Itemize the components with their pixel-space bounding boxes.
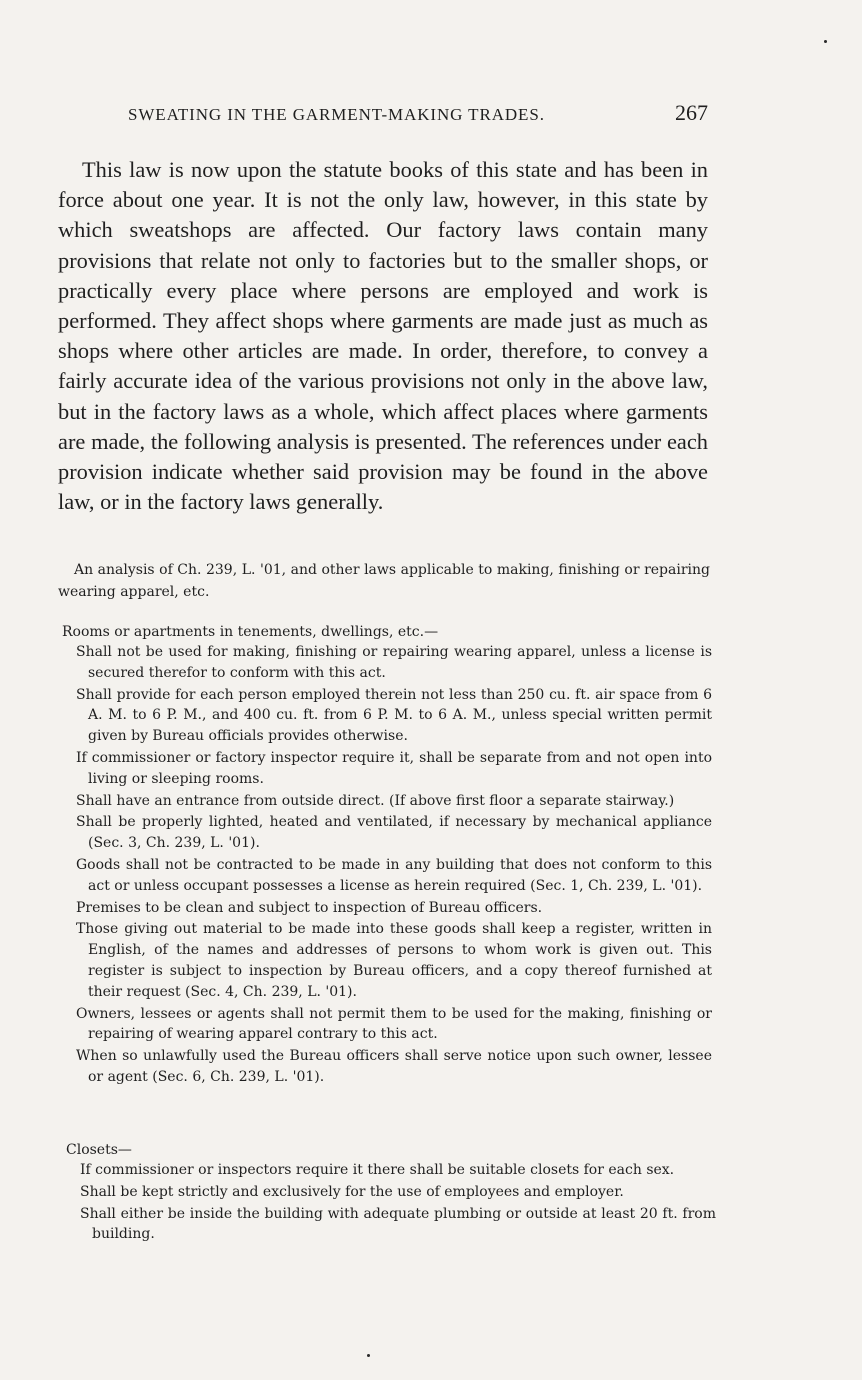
provision-item: Shall be kept strictly and exclusively for the use of employees and employer. [80,1183,624,1200]
print-speck [824,40,827,43]
section-closets [66,1140,716,1246]
provision-list-rooms [62,642,712,1088]
provision-item: When so unlawfully used the Bureau officers shall serve notice upon such owner, lessee or agent (Sec. 6, Ch. 239, L. '01). [76,1048,712,1085]
provision-item: Shall be properly lighted, heated and ventilated, if necessary by mechanical appliance (Sec. 3, Ch. 239, L. '01). [76,814,712,852]
provision-item: If commissioner or inspectors require it there shall be suitable closets for each sex. [80,1162,675,1178]
section-heading-rooms: Rooms or apartments in tenements, dwellings, etc.— [62,624,439,640]
provision-item: Shall have an entrance from outside direct. (If above first floor a separate stairway.) [76,792,675,809]
print-speck [367,1354,370,1357]
provision-item: Shall either be inside the building with adequate plumbing or outside at least 20 ft. from building. [80,1205,716,1243]
analysis-intro: An analysis of Ch. 239, L. '01, and other laws applicable to making, finishing or repairing wearing apparel, etc. [58,562,710,600]
provision-item: Premises to be clean and subject to inspection of Bureau officers. [76,899,543,916]
running-title: SWEATING IN THE GARMENT-MAKING TRADES. [128,105,545,124]
provision-list-closets [66,1160,716,1245]
provision-item: Owners, lessees or agents shall not permit them to be used for the making, finishing or repairing of wearing apparel contrary to this act. [76,1005,712,1043]
provision-item: Shall provide for each person employed therein not less than 250 cu. ft. air space from 6 A. M. to 6 P. M., and 400 cu. ft. from 6 P. M. to 6 A. M., unless special written permit given by Bureau officials provides otherwise. [76,686,712,745]
section-rooms [62,622,712,1089]
page-number: 267 [675,100,708,125]
section-heading-closets: Closets— [66,1142,132,1158]
body-paragraph: This law is now upon the statute books of this state and has been in force about one year. It is not the only law, however, in this state by which sweatshops are affected. Our factory laws contain many provisions that relate not only to factories but to the smaller shops, or practically every place where persons are employed and work is performed. They affect shops where garments are made just as much as shops where other articles are made. In order, therefore, to convey a fairly accurate idea of the various provisions not only in the above law, but in the factory laws as a whole, which affect places where garments are made, the following analysis is presented. The references under each provision indicate whether said provision may be found in the above law, or in the factory laws generally. [58,157,708,515]
running-head [128,100,708,126]
provision-item: Shall not be used for making, finishing or repairing wearing apparel, unless a license is secured therefor to conform with this act. [76,644,712,681]
provision-item: Those giving out material to be made into these goods shall keep a register, written in English, of the names and addresses of persons to whom work is given out. This register is subject to inspection by Bureau officers, and a copy thereof furnished at their request (Sec. 4, Ch. 239, L. '01). [76,921,712,1000]
provision-item: If commissioner or factory inspector require it, shall be separate from and not open into living or sleeping rooms. [76,749,712,787]
provision-item: Goods shall not be contracted to be made in any building that does not conform to this act or unless occupant possesses a license as herein required (Sec. 1, Ch. 239, L. '01). [76,856,712,894]
